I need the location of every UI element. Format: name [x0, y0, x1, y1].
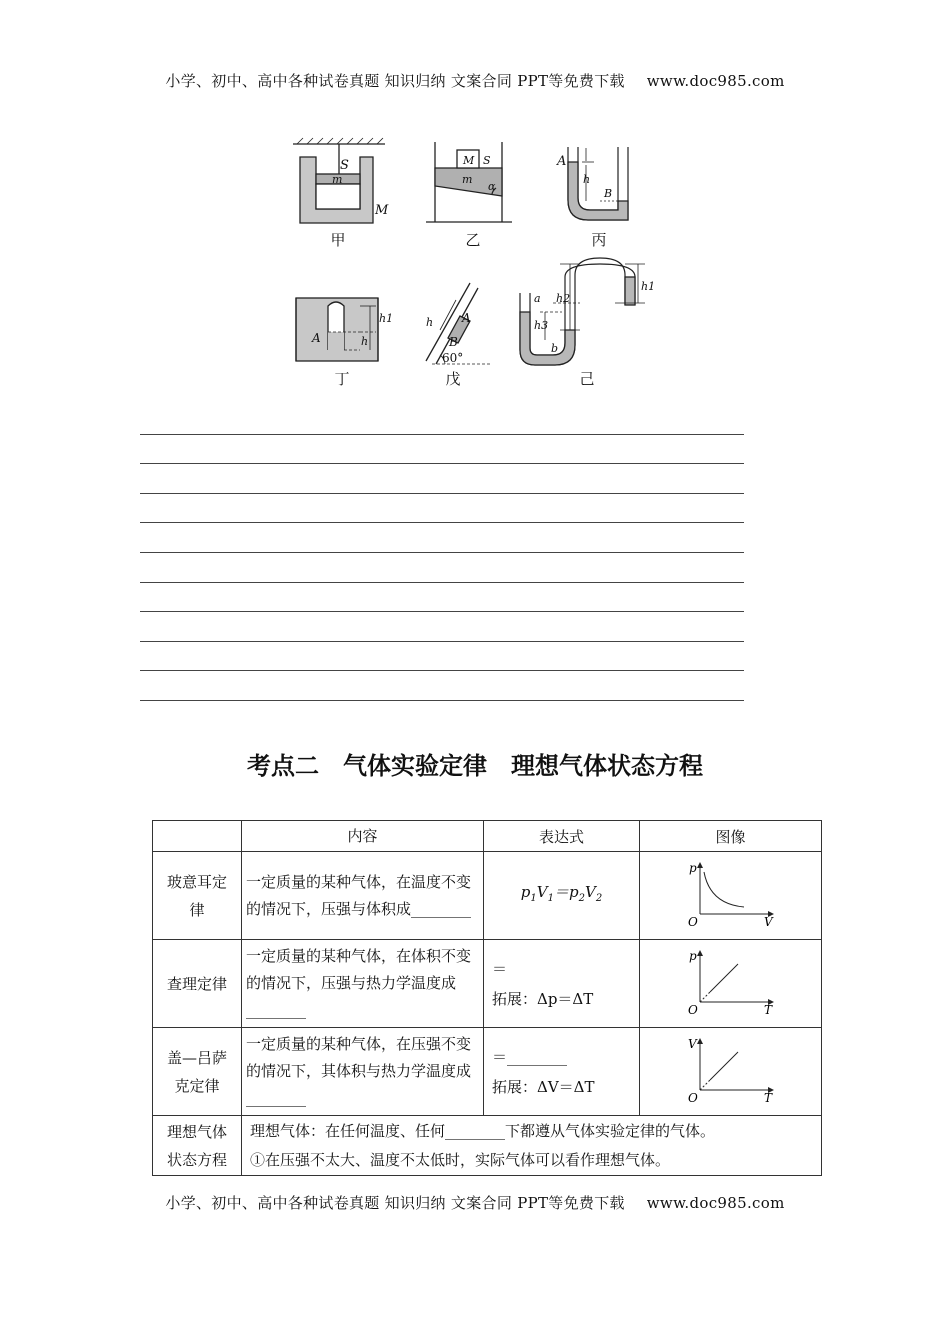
table-row	[153, 1028, 822, 1116]
law-expression	[484, 940, 640, 1028]
law-content: 一定质量的某种气体，在体积不变的情况下，压强与热力学温度成________	[242, 940, 484, 1028]
ideal-gas-content	[242, 1116, 822, 1176]
fig-ji-label: h3	[534, 319, 549, 332]
table-header: 图像	[640, 821, 822, 852]
physics-figures	[0, 0, 950, 400]
fig-bing-label: h	[583, 173, 591, 186]
gas-laws-table	[152, 820, 822, 1176]
figure-ding	[296, 298, 378, 361]
footer-text: 小学、初中、高中各种试卷真题 知识归纳 文案合同 PPT等免费下载	[165, 1194, 625, 1212]
fig-yi-label: M	[463, 154, 475, 167]
fig-caption: 丁	[334, 370, 350, 388]
figure-bing	[568, 147, 628, 220]
fig-jia-label: S	[340, 158, 349, 173]
section-title: 考点二 气体实验定律 理想气体状态方程	[247, 752, 703, 780]
header-text: 小学、初中、高中各种试卷真题 知识归纳 文案合同 PPT等免费下载	[165, 72, 625, 90]
table-row	[153, 940, 822, 1028]
graph-y-label: p	[688, 860, 697, 875]
table-header	[153, 821, 242, 852]
fig-jia-label: M	[375, 203, 389, 218]
graph-y-label: p	[688, 948, 697, 963]
footer-site: www.doc985.com	[646, 1194, 785, 1212]
answer-line	[140, 405, 744, 435]
law-graph	[640, 1028, 822, 1116]
fig-bing-label: B	[604, 187, 613, 200]
page-footer	[0, 1192, 950, 1213]
fig-ding-label: h	[361, 335, 369, 348]
fig-bing-label: A	[557, 154, 567, 169]
fig-jia-label: m	[332, 173, 343, 186]
fig-caption: 丙	[591, 231, 607, 249]
answer-line	[140, 583, 744, 613]
expr-extension: 拓展：ΔV＝ΔT	[492, 1077, 595, 1096]
graph-gay-lussac	[686, 1036, 776, 1104]
answer-line	[140, 642, 744, 672]
law-graph	[640, 940, 822, 1028]
table-header: 表达式	[484, 821, 640, 852]
fig-ji-label: a	[534, 292, 541, 305]
fig-caption: 戊	[445, 370, 461, 388]
law-name: 玻意耳定律	[153, 852, 242, 940]
expr-line: ＝________	[492, 1047, 568, 1066]
fig-caption: 己	[579, 370, 595, 388]
law-expression	[484, 1028, 640, 1116]
answer-line	[140, 523, 744, 553]
answer-line	[140, 671, 744, 701]
graph-y-label: V	[687, 1036, 697, 1051]
fig-caption: 甲	[330, 231, 346, 249]
fig-yi-label: S	[483, 154, 491, 167]
fig-ding-label: h1	[379, 312, 394, 325]
ideal-gas-note: ①在压强不太大、温度不太低时，实际气体可以看作理想气体。	[250, 1150, 671, 1169]
fig-yi-label: α	[488, 180, 496, 193]
graph-x-label: T	[763, 1090, 772, 1104]
fig-wu-label: A	[462, 311, 471, 325]
fig-ji-label: b	[551, 342, 559, 355]
graph-charles	[686, 948, 776, 1016]
fig-wu-label: h	[426, 316, 434, 329]
fig-ji-label: h1	[641, 280, 656, 293]
answer-line	[140, 435, 744, 465]
answer-line	[140, 612, 744, 642]
table-header: 内容	[242, 821, 484, 852]
graph-origin: O	[687, 914, 698, 928]
graph-origin: O	[687, 1002, 698, 1016]
graph-boyle	[686, 860, 776, 928]
law-name: 盖—吕萨克定律	[153, 1028, 242, 1116]
law-content: 一定质量的某种气体，在温度不变的情况下，压强与体积成________	[242, 852, 484, 940]
figure-ji	[520, 258, 645, 365]
table-header-row	[153, 821, 822, 852]
answer-lines	[140, 405, 744, 701]
table-row	[153, 852, 822, 940]
expr-line: ＝	[492, 959, 508, 978]
law-name: 理想气体状态方程	[153, 1116, 242, 1176]
answer-line	[140, 553, 744, 583]
ideal-gas-definition: 理想气体：在任何温度、任何________下都遵从气体实验定律的气体。	[250, 1121, 716, 1140]
law-graph	[640, 852, 822, 940]
law-name: 查理定律	[153, 940, 242, 1028]
fig-ding-label: A	[312, 331, 321, 345]
fig-wu-label: B	[449, 335, 458, 349]
fig-ji-label: h2	[556, 292, 571, 305]
header-site: www.doc985.com	[646, 72, 785, 90]
fig-yi-label: m	[462, 173, 473, 186]
answer-line	[140, 494, 744, 524]
expr-extension: 拓展：Δp＝ΔT	[492, 989, 594, 1008]
graph-x-label: T	[763, 1002, 772, 1016]
graph-x-label: V	[763, 914, 773, 928]
table-row	[153, 1116, 822, 1176]
law-content: 一定质量的某种气体，在压强不变的情况下，其体积与热力学温度成________	[242, 1028, 484, 1116]
graph-origin: O	[687, 1090, 698, 1104]
fig-wu-label: 60°	[442, 351, 464, 365]
law-expression: $p_1V_1=p_2V_2$	[484, 852, 640, 940]
fig-caption: 乙	[465, 231, 481, 249]
answer-line	[140, 464, 744, 494]
